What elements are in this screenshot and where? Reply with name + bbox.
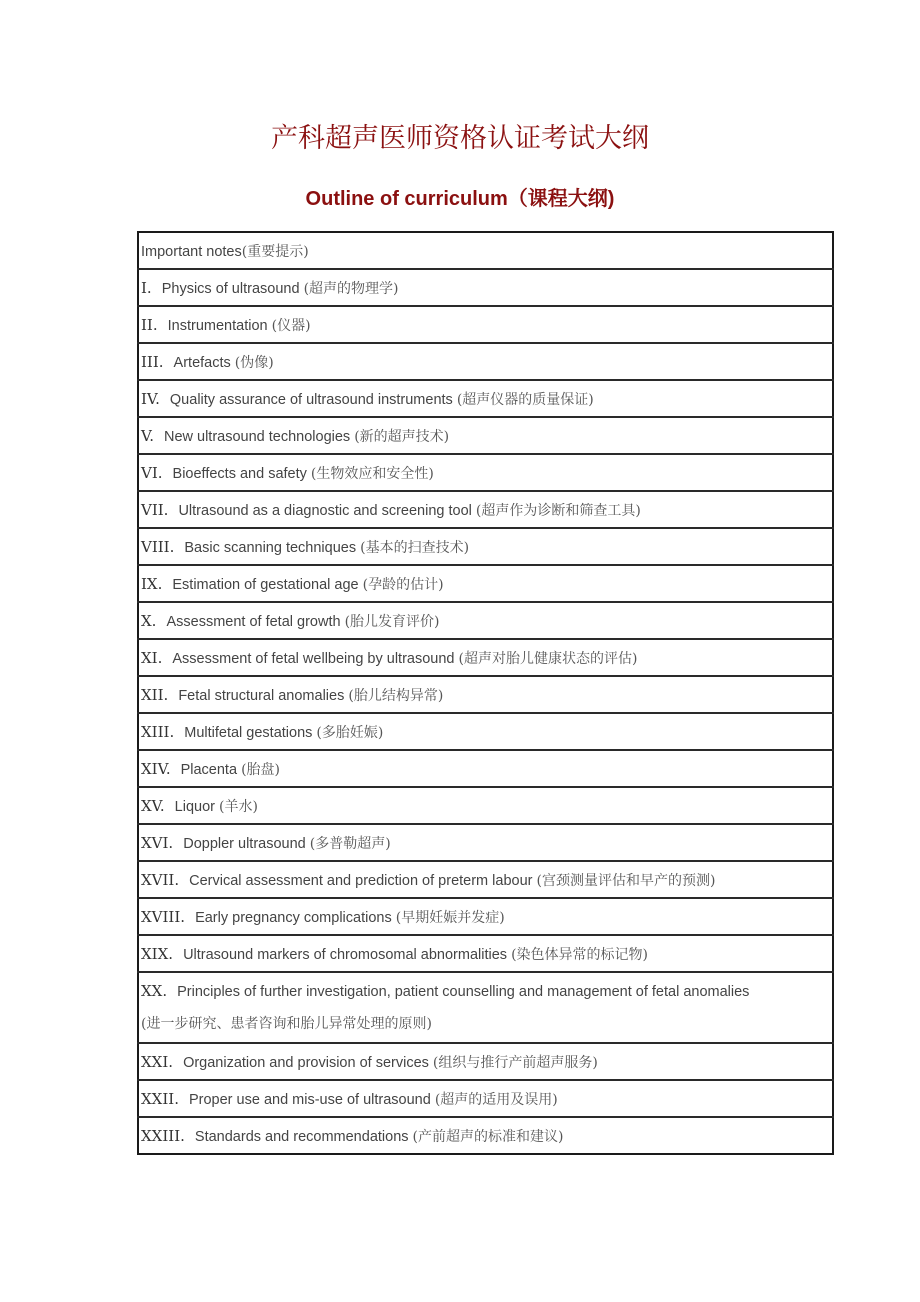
- row-title-zh: (进一步研究、患者咨询和胎儿异常处理的原则): [141, 1016, 432, 1032]
- row-title-zh: (羊水): [219, 798, 258, 815]
- row-number: XV.: [141, 796, 165, 815]
- curriculum-outline-table: [137, 231, 834, 1155]
- row-title-zh: (胎儿结构异常): [348, 687, 444, 704]
- notes-label-zh: (重要提示): [241, 243, 309, 260]
- row-title-en: Placenta: [180, 761, 242, 778]
- row-number: XI.: [141, 648, 163, 667]
- row-title-en: Proper use and mis-use of ultrasound: [188, 1091, 435, 1108]
- row-title-zh: (仪器): [271, 317, 311, 334]
- table-row-notes: [138, 232, 833, 269]
- document-subtitle: Outline of curriculum（课程大纲): [305, 188, 615, 210]
- row-title-zh: (组织与推行产前超声服务): [432, 1054, 598, 1071]
- row-title-en: Quality assurance of ultrasound instruments: [169, 391, 457, 408]
- row-number: XIV.: [141, 759, 171, 778]
- row-title-en: Doppler ultrasound: [183, 835, 310, 852]
- row-title-zh: (多胎妊娠): [316, 724, 384, 741]
- row-title-en: Organization and provision of services: [183, 1054, 433, 1071]
- table-row: [138, 602, 833, 639]
- row-number: XII.: [141, 685, 169, 704]
- row-title-zh: (超声仪器的质量保证): [456, 391, 594, 408]
- table-row: [138, 417, 833, 454]
- row-title-zh: (基本的扫查技术): [360, 539, 470, 556]
- table-row: [138, 1043, 833, 1080]
- row-title-zh: (胎盘): [241, 761, 280, 778]
- row-title-zh: (超声的物理学): [303, 280, 399, 297]
- row-title-en: Ultrasound as a diagnostic and screening tool: [178, 502, 476, 519]
- table-row: [138, 824, 833, 861]
- notes-cell: [138, 232, 833, 269]
- row-title-zh: (产前超声的标准和建议): [412, 1128, 564, 1145]
- row-title-zh: (胎儿发育评价): [344, 613, 440, 630]
- table-row: [138, 491, 833, 528]
- row-number: XIII.: [141, 722, 175, 741]
- row-number: IX.: [141, 574, 163, 593]
- row-title-en: Estimation of gestational age: [172, 576, 363, 593]
- row-title-zh: (超声作为诊断和筛查工具): [475, 502, 641, 519]
- row-number: XX.: [141, 982, 168, 1000]
- row-title-en: Standards and recommendations: [194, 1128, 413, 1145]
- row-title-en: New ultrasound technologies: [163, 428, 355, 445]
- table-row: [138, 343, 833, 380]
- row-title-zh: (宫颈测量评估和早产的预测): [536, 872, 716, 889]
- table-row: [138, 861, 833, 898]
- row-title-en: Fetal structural anomalies: [178, 687, 349, 704]
- row-number: XXIII.: [141, 1126, 185, 1145]
- row-title-zh: (新的超声技术): [354, 428, 450, 445]
- table-row: [138, 565, 833, 602]
- row-title-en: Principles of further investigation, patient counselling and management of fetal anomalies: [177, 984, 750, 1000]
- notes-label-en: Important notes: [141, 243, 242, 260]
- row-number: XVII.: [141, 870, 180, 889]
- table-row: [138, 787, 833, 824]
- row-title-en: Bioeffects and safety: [172, 465, 311, 482]
- row-number: IV.: [141, 389, 160, 408]
- table-row: [138, 639, 833, 676]
- row-number: I.: [141, 278, 152, 297]
- table-row: [138, 750, 833, 787]
- table-row: [138, 380, 833, 417]
- row-title-en: Basic scanning techniques: [184, 539, 361, 556]
- row-title-en: Cervical assessment and prediction of preterm labour: [189, 872, 537, 889]
- table-row: [138, 528, 833, 565]
- table-row: [138, 454, 833, 491]
- row-number: VII.: [141, 500, 169, 519]
- row-title-zh: (染色体异常的标记物): [511, 946, 648, 963]
- row-title-en: Assessment of fetal growth: [166, 613, 345, 630]
- row-title-zh: (超声的适用及误用): [434, 1091, 558, 1108]
- table-row: [138, 972, 833, 1043]
- row-number: XXI.: [141, 1052, 174, 1071]
- row-title-zh: (生物效应和安全性): [310, 465, 434, 482]
- row-number: II.: [141, 315, 158, 334]
- row-title-zh: (超声对胎儿健康状态的评估): [458, 650, 638, 667]
- row-title-zh: (伪像): [234, 354, 274, 371]
- table-row: [138, 269, 833, 306]
- row-title-en: Assessment of fetal wellbeing by ultrasound: [172, 650, 459, 667]
- row-title-zh: (早期妊娠并发症): [395, 909, 505, 926]
- row-title-en: Multifetal gestations: [184, 724, 317, 741]
- row-title-zh: (多普勒超声): [309, 835, 391, 852]
- row-title-en: Artefacts: [173, 354, 235, 371]
- row-title-en: Early pregnancy complications: [195, 909, 396, 926]
- row-title-en: Ultrasound markers of chromosomal abnormalities: [183, 946, 512, 963]
- row-title-en: Physics of ultrasound: [161, 280, 304, 297]
- table-row: [138, 306, 833, 343]
- table-row: [138, 1080, 833, 1117]
- table-row: [138, 935, 833, 972]
- row-number: XVI.: [141, 833, 174, 852]
- row-number: V.: [141, 426, 154, 445]
- row-number: X.: [141, 611, 157, 630]
- row-number: III.: [141, 352, 164, 371]
- row-number: XXII.: [141, 1089, 179, 1108]
- document-title: 产科超声医师资格认证考试大纲: [271, 123, 649, 154]
- table-row: [138, 713, 833, 750]
- row-number: VI.: [141, 463, 163, 482]
- table-row: [138, 676, 833, 713]
- row-title-en: Instrumentation: [167, 317, 272, 334]
- table-row: [138, 1117, 833, 1154]
- table-row: [138, 898, 833, 935]
- row-number: VIII.: [141, 537, 175, 556]
- row-number: XVIII.: [141, 907, 186, 926]
- row-number: XIX.: [141, 944, 174, 963]
- row-title-zh: (孕龄的估计): [362, 576, 444, 593]
- row-title-en: Liquor: [174, 798, 220, 815]
